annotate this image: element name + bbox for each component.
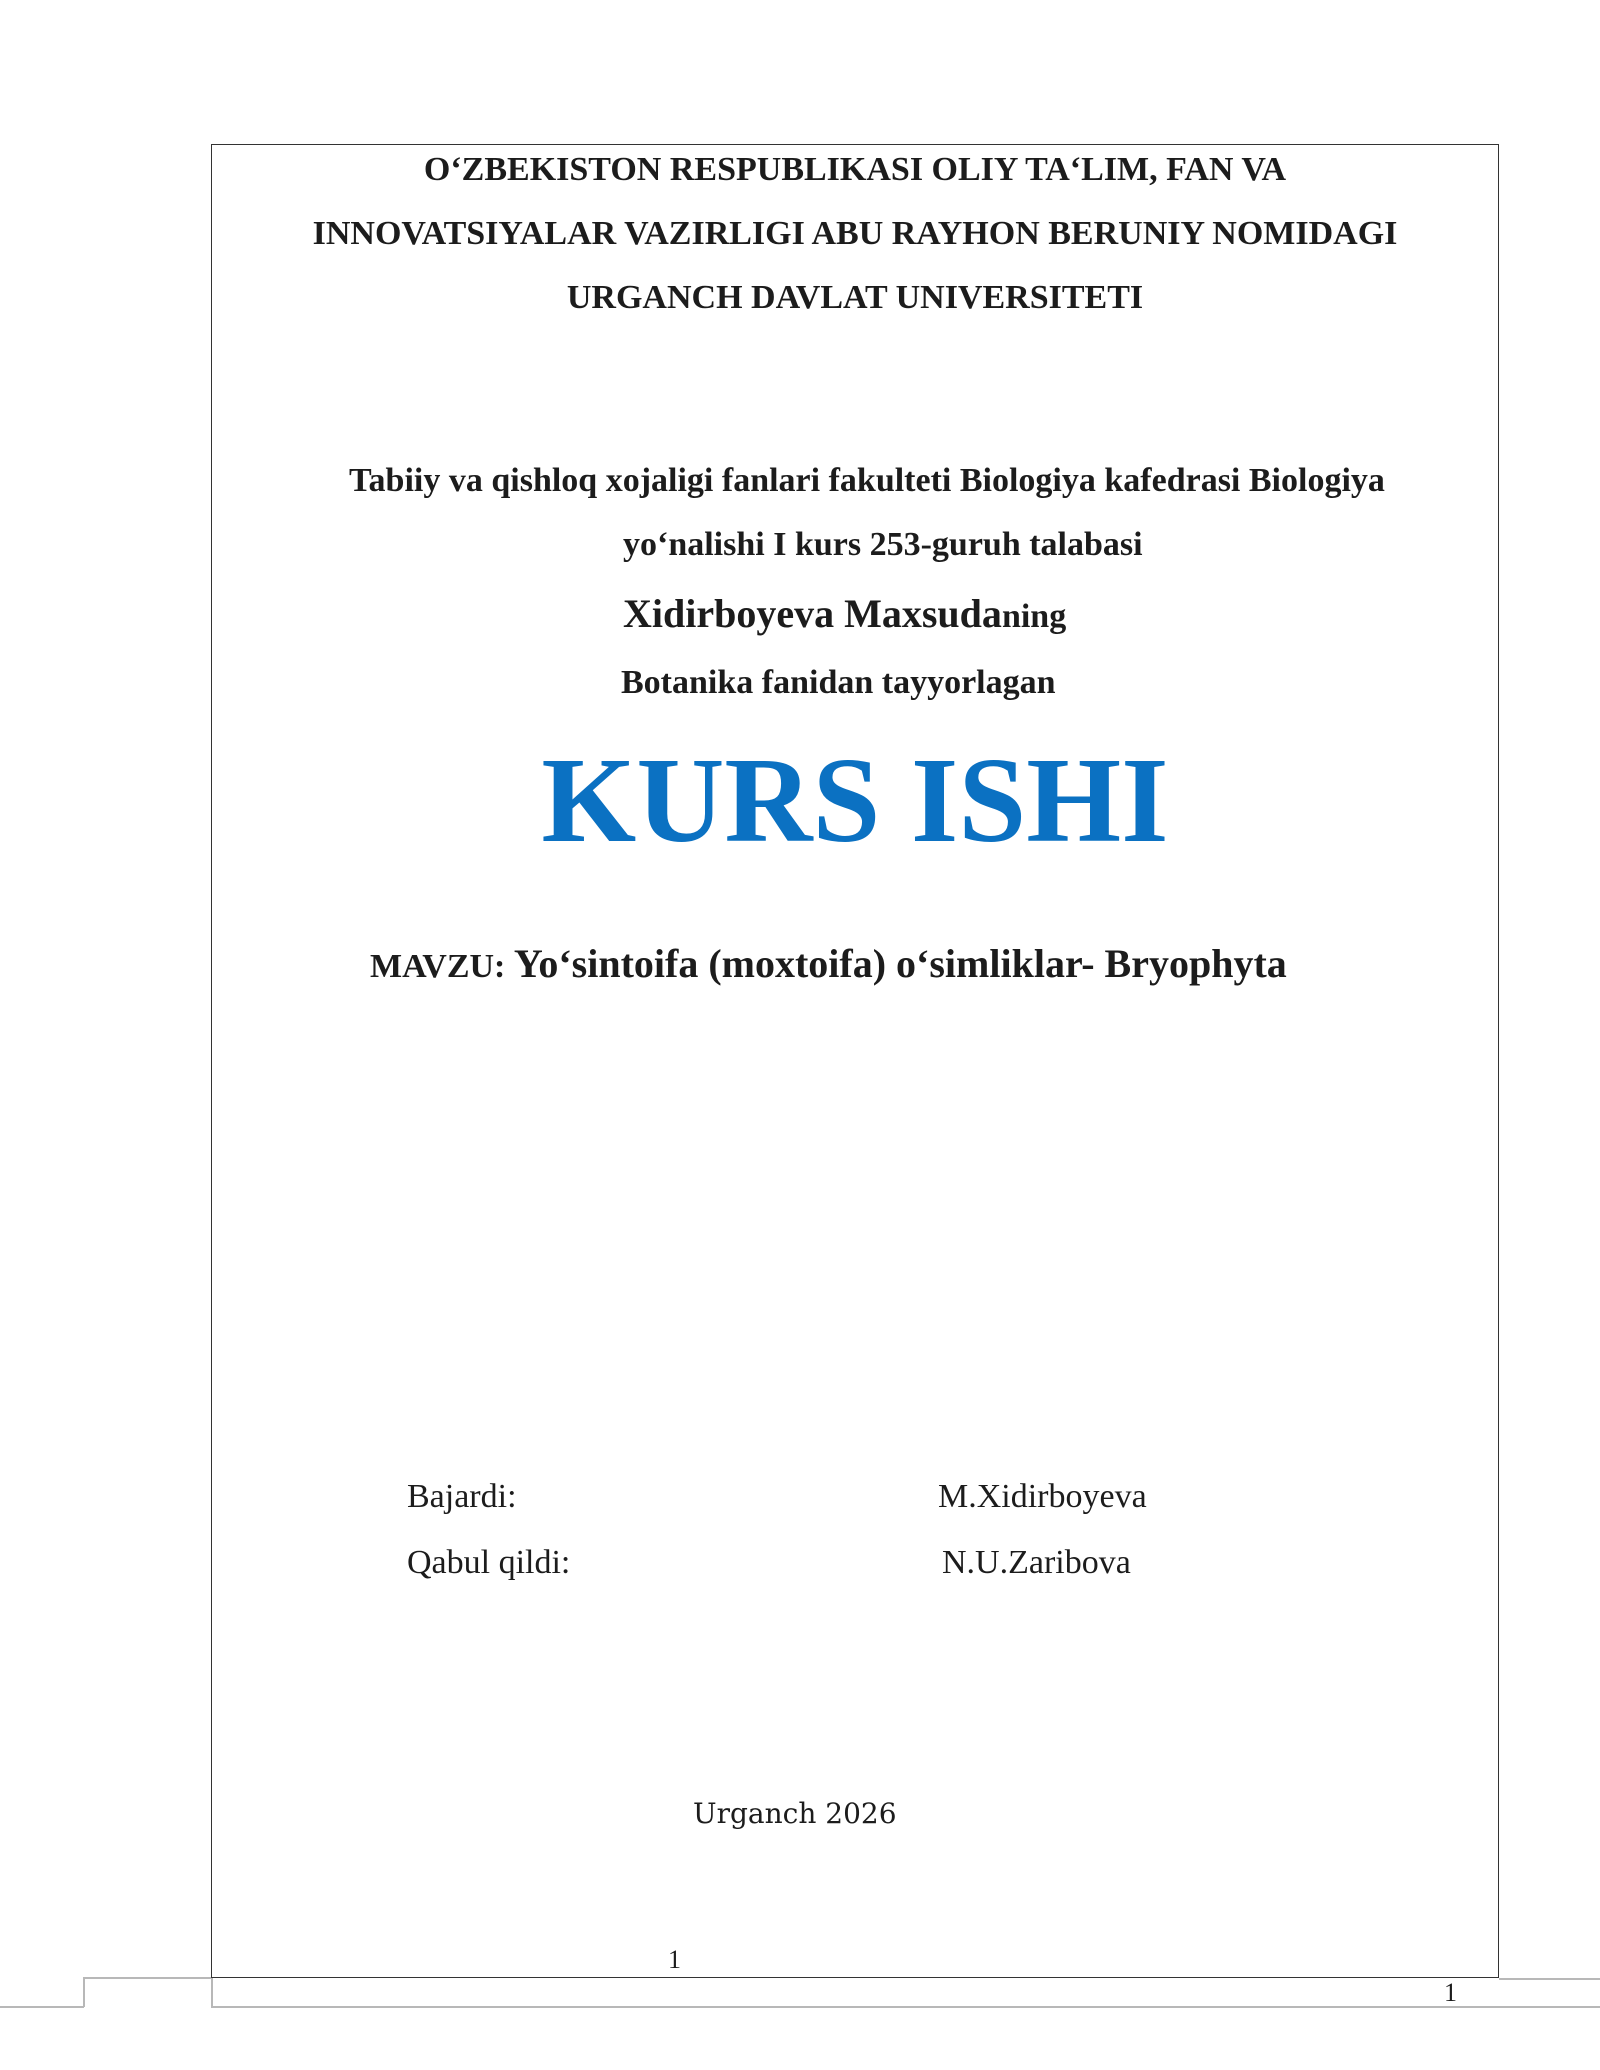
place-year: Urganch 2026 — [693, 1797, 897, 1830]
ruler-right-line — [1499, 1978, 1600, 1980]
ruler-left-tick — [83, 1977, 85, 2007]
student-name-main: Xidirboyeva Maxsuda — [623, 591, 1002, 636]
ministry-header — [211, 138, 1499, 330]
ministry-line-3: URGANCH DAVLAT UNIVERSITETI — [566, 279, 1144, 316]
document-title: KURS ISHI — [541, 733, 1169, 868]
accepted-label: Qabul qildi: — [407, 1544, 571, 1581]
ministry-line-1: O‘ZBEKISTON RESPUBLIKASI OLIY TA‘LIM, FAN VA — [423, 151, 1287, 188]
done-label: Bajardi: — [407, 1478, 517, 1515]
student-name — [623, 590, 1066, 637]
faculty-line-2: yo‘nalishi I kurs 253-guruh talabasi — [623, 526, 1143, 563]
ministry-line-2: INNOVATSIYALAR VAZIRLIGI ABU RAYHON BERUNIY NOMIDAGI — [312, 215, 1398, 252]
ruler-mid-tick — [211, 1978, 213, 2007]
ruler-bottom-line — [211, 2006, 1600, 2008]
subject-line: Botanika fanidan tayyorlagan — [621, 664, 1056, 701]
faculty-line-1: Tabiiy va qishloq xojaligi fanlari fakulteti Biologiya kafedrasi Biologiya — [349, 462, 1385, 499]
topic-text: Yo‘sintoifa (moxtoifa) o‘simliklar- Bryophyta — [513, 941, 1287, 986]
ruler-left-line — [0, 2006, 84, 2008]
student-name-suffix: ning — [1001, 598, 1067, 635]
page-number-inner: 1 — [668, 1945, 681, 1974]
done-value: M.Xidirboyeva — [938, 1478, 1147, 1515]
ruler-top-line — [83, 1977, 211, 1979]
accepted-value: N.U.Zaribova — [942, 1544, 1131, 1581]
topic-line — [370, 940, 1287, 987]
topic-label: MAVZU: — [370, 948, 514, 985]
page-number-outer: 1 — [1444, 1978, 1457, 2007]
page-border — [211, 144, 1499, 1978]
